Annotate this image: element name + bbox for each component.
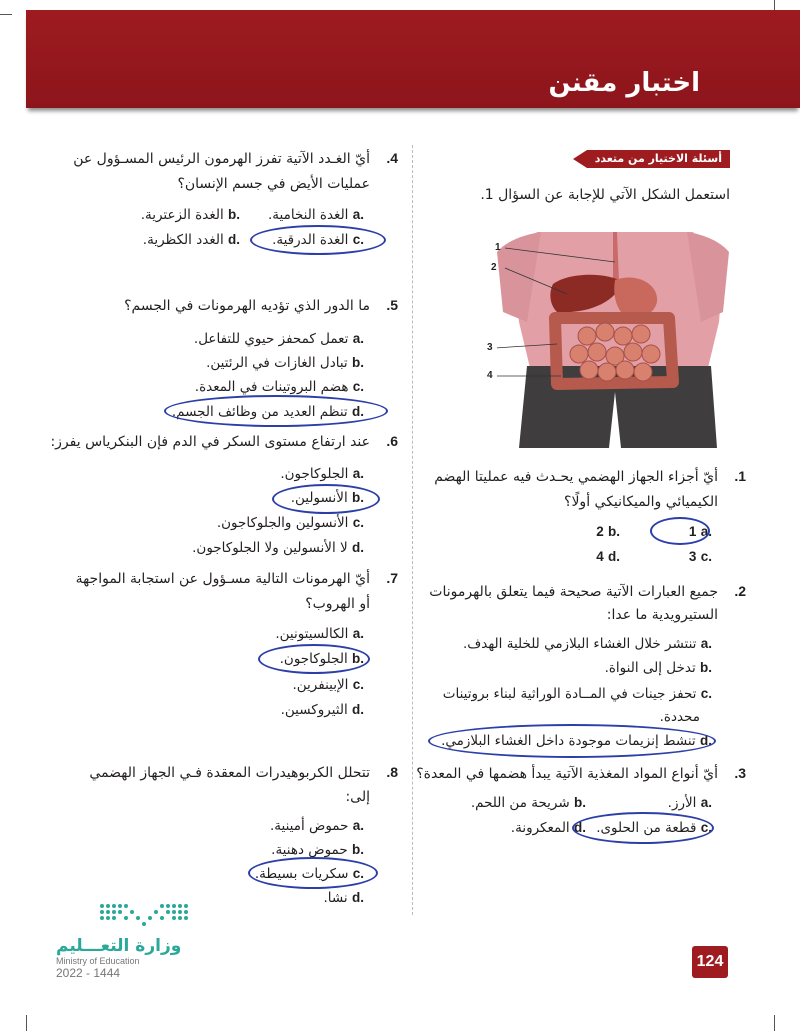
small-intestine (570, 323, 660, 381)
answer-circle (248, 857, 378, 889)
q6-option-a[interactable]: a. الجلوكاجون. (280, 466, 364, 482)
q4-text-line2: عمليات الأيض في جسم الإنسان؟ (177, 176, 370, 192)
answer-circle (164, 395, 388, 427)
q1-option-c[interactable]: c. 3 (688, 549, 712, 564)
q3-text-line1: أيّ أنواع المواد المغذية الآتية يبدأ هضمها في المعدة؟ (416, 766, 718, 782)
answer-circle (428, 724, 716, 758)
q8-number: .8 (386, 764, 398, 780)
figure-label-4: 4 (487, 370, 493, 381)
q6-option-c[interactable]: c. الأنسولين والجلوكاجون. (216, 515, 364, 531)
q4-option-b[interactable]: b. الغدة الزعترية. (140, 207, 240, 223)
q5-number: .5 (386, 297, 398, 313)
answer-circle (250, 225, 386, 255)
q2-text-line1: جميع العبارات الآتية صحيحة فيما يتعلق بالهرمونات (429, 584, 718, 600)
q6-option-b[interactable]: b. الأنسولين. (290, 490, 364, 506)
digestive-system-figure (497, 232, 729, 448)
q7-option-a[interactable]: a. الكالسيتونين. (275, 626, 364, 642)
figure-label-1: 1 (495, 242, 501, 253)
q8-option-a[interactable]: a. حموض أمينية. (269, 818, 364, 834)
q1-option-b[interactable]: b. 2 (596, 524, 620, 539)
answer-circle (572, 812, 714, 844)
q2-option-c-cont: محددة. (659, 709, 700, 725)
q2-option-d[interactable]: d. تنشط إنزيمات موجودة داخل الغشاء البلازمي. (441, 733, 712, 749)
instruction-text: استعمل الشكل الآتي للإجابة عن السؤال 1. (480, 187, 730, 203)
q1-number: .1 (734, 468, 746, 484)
q8-text-line2: إلى: (345, 789, 370, 805)
answer-circle (650, 517, 710, 545)
q6-text-line1: عند ارتفاع مستوى السكر في الدم فإن البنكرياس يفرز: (50, 434, 370, 450)
q1-option-d[interactable]: d. 4 (596, 549, 620, 564)
page-title: اختبار مقنن (548, 68, 700, 98)
q7-number: .7 (386, 570, 398, 586)
answer-circle (258, 644, 370, 674)
ministry-logo (56, 936, 196, 980)
ministry-name-en: Ministry of Education (56, 956, 140, 966)
figure-label-2: 2 (491, 262, 497, 273)
q3-option-c[interactable]: c. قطعة من الحلوى. (596, 820, 712, 836)
q5-option-d[interactable]: d. تنظم العديد من وظائف الجسم. (171, 404, 364, 420)
q4-option-a[interactable]: a. الغدة النخامية. (268, 207, 364, 223)
q4-option-d[interactable]: d. الغدد الكظرية. (142, 232, 240, 248)
q8-text-line1: تتحلل الكربوهيدرات المعقدة فـي الجهاز الهضمي (89, 765, 370, 781)
q1-text-line1: أيّ أجزاء الجهاز الهضمي يحـدث فيه عمليتا الهضم (434, 469, 718, 485)
q3-option-a[interactable]: a. الأرز. (667, 795, 712, 811)
column-divider (412, 145, 413, 915)
q2-option-a[interactable]: a. تنتشر خلال الغشاء البلازمي للخلية الهدف. (462, 636, 712, 652)
q8-option-b[interactable]: b. حموض دهنية. (271, 842, 364, 858)
q5-option-c[interactable]: c. هضم البروتينات في المعدة. (194, 379, 364, 395)
q2-option-b[interactable]: b. تدخل إلى النواة. (604, 660, 712, 676)
section-tag: أسئلة الاختيار من متعدد (587, 150, 730, 168)
figure-label-3: 3 (487, 342, 493, 353)
ministry-logo-icon (98, 900, 190, 930)
ministry-name-ar: وزارة التعـــليم (56, 936, 182, 956)
q1-option-a[interactable]: a. 1 (688, 524, 712, 539)
q2-option-c[interactable]: c. تحفز جينات في المــادة الوراثية لبناء بروتينات (442, 686, 712, 702)
q8-option-c[interactable]: c. سكريات بسيطة. (254, 866, 364, 882)
q7-option-b[interactable]: b. الجلوكاجون. (279, 651, 364, 667)
q1-text-line2: الكيميائي والميكانيكي أولًا؟ (564, 494, 718, 510)
q7-option-c[interactable]: c. الإبينفرين. (292, 677, 364, 693)
answer-circle (272, 484, 380, 514)
q7-option-d[interactable]: d. الثيروكسين. (280, 702, 364, 718)
q6-option-d[interactable]: d. لا الأنسولين ولا الجلوكاجون. (192, 540, 364, 556)
q8-option-d[interactable]: d. نشا. (323, 890, 364, 906)
q4-text-line1: أيّ الغـدد الآتية تفرز الهرمون الرئيس المسـؤول عن (73, 151, 370, 167)
q3-option-d[interactable]: d. المعكرونة. (510, 820, 586, 836)
q5-option-b[interactable]: b. تبادل الغازات في الرئتين. (206, 355, 364, 371)
crop-mark (774, 1015, 775, 1031)
crop-mark (0, 14, 12, 15)
q3-option-b[interactable]: b. شريحة من اللحم. (470, 795, 586, 811)
q7-text-line2: أو الهروب؟ (305, 596, 370, 612)
q5-option-a[interactable]: a. تعمل كمحفز حيوي للتفاعل. (193, 331, 364, 347)
header-band (26, 10, 800, 108)
q4-number: .4 (386, 150, 398, 166)
q6-number: .6 (386, 433, 398, 449)
q7-text-line1: أيّ الهرمونات التالية مسـؤول عن استجابة المواجهة (75, 571, 370, 587)
q4-option-c[interactable]: c. الغدة الدرقية. (272, 232, 364, 248)
page-number: 124 (692, 946, 728, 978)
edition-year: 2022 - 1444 (56, 966, 121, 980)
q5-text-line1: ما الدور الذي تؤديه الهرمونات في الجسم؟ (124, 298, 370, 314)
q2-text-line2: الستيرويدية ما عدا: (606, 607, 718, 623)
q3-number: .3 (734, 765, 746, 781)
crop-mark (26, 1015, 27, 1031)
q2-number: .2 (734, 583, 746, 599)
